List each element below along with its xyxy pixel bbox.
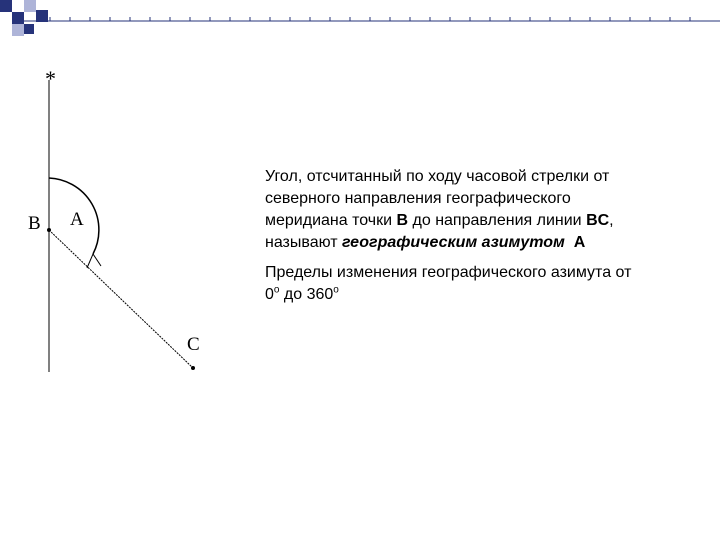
label-point-b: B bbox=[28, 213, 41, 234]
label-angle-a: A bbox=[70, 209, 84, 230]
text-block bbox=[265, 166, 695, 306]
bc-line bbox=[49, 230, 193, 368]
limit-from-degree: o bbox=[273, 284, 280, 296]
point-b-dot bbox=[47, 228, 51, 232]
point-b-ref: B bbox=[396, 212, 409, 229]
definition-line-1: Угол, отсчитанный по ходу часовой стрелки от bbox=[265, 168, 610, 185]
limit-from-value: 0 bbox=[265, 286, 274, 303]
definition-line-3-post: , bbox=[609, 212, 614, 229]
limits-line-1: Пределы изменения географического азимута от bbox=[265, 264, 632, 281]
label-point-c: C bbox=[187, 334, 200, 355]
limit-to-degree: o bbox=[333, 284, 339, 296]
azimuth-term: географическим азимутом bbox=[342, 234, 565, 251]
line-bc-ref: BC bbox=[586, 212, 610, 229]
definition-paragraph bbox=[265, 166, 695, 254]
limits-between: до bbox=[279, 286, 307, 303]
term-gap bbox=[565, 234, 574, 251]
definition-line-3-mid: до направления линии bbox=[408, 212, 587, 229]
definition-line-4-pre: называют bbox=[265, 234, 343, 251]
limit-to-value: 360 bbox=[306, 286, 334, 303]
azimuth-symbol: A bbox=[573, 234, 586, 251]
point-c-dot bbox=[191, 366, 195, 370]
arc-arrowhead bbox=[87, 254, 101, 268]
definition-line-3-pre: меридиана точки bbox=[265, 212, 397, 229]
definition-line-2: северного направления географического bbox=[265, 190, 571, 207]
north-mark: * bbox=[45, 66, 56, 91]
limits-paragraph bbox=[265, 262, 695, 306]
